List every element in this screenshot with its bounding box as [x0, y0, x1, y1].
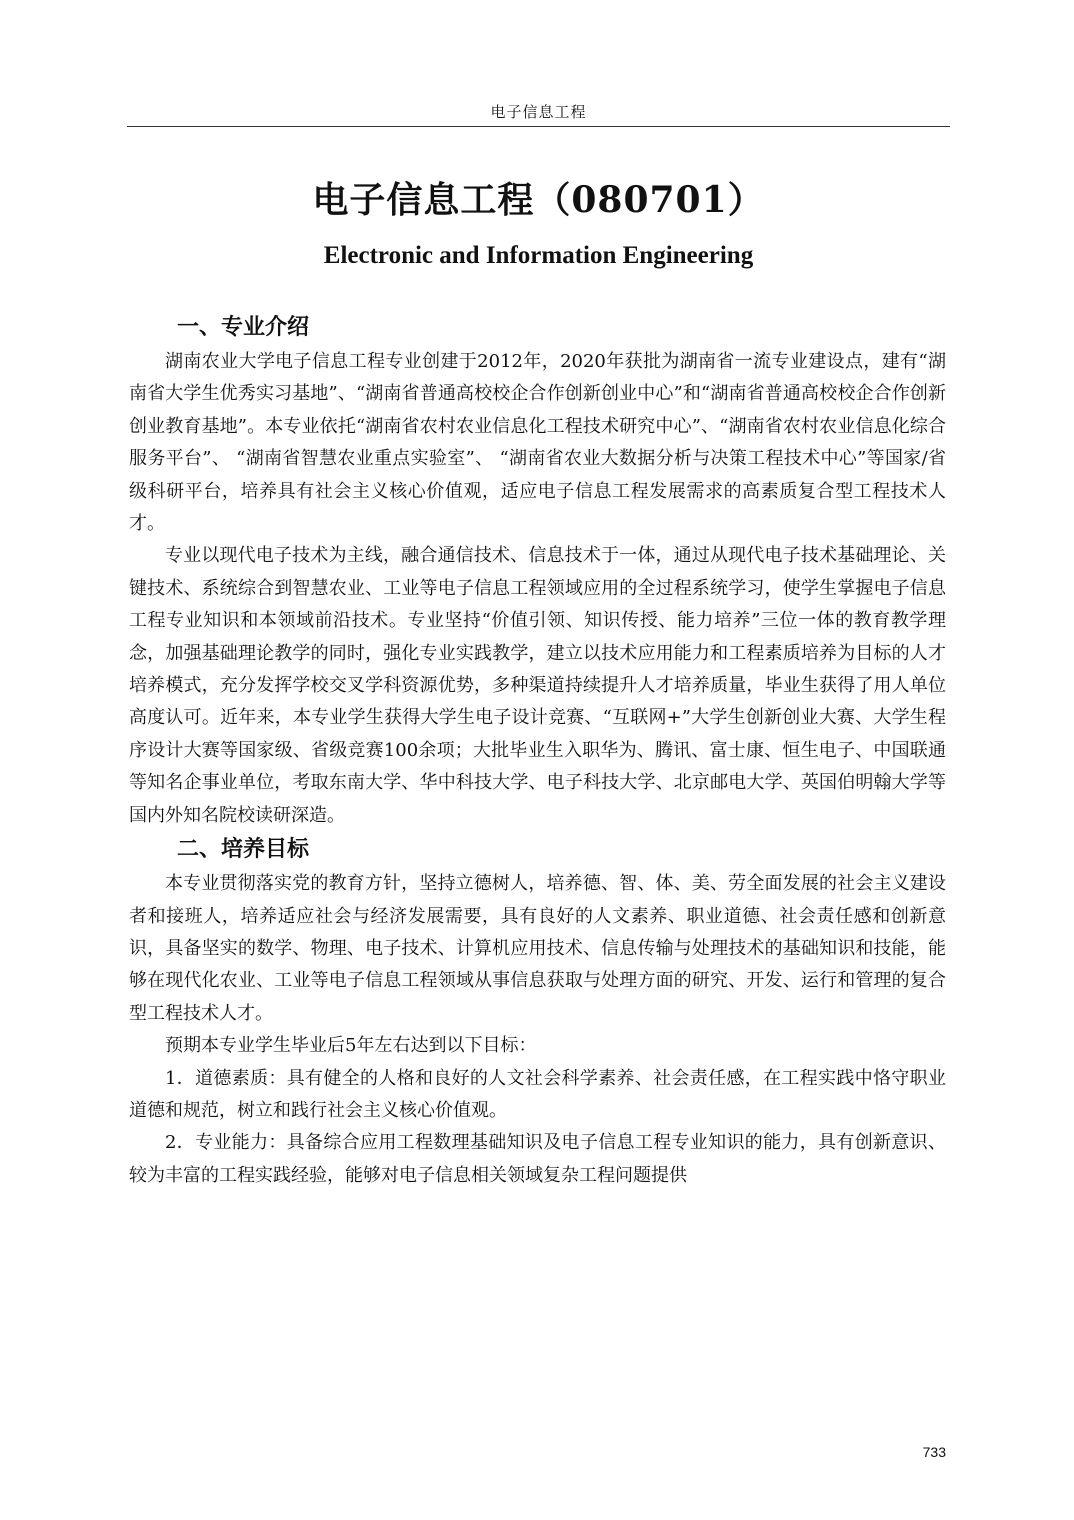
paragraph: 湖南农业大学电子信息工程专业创建于2012年，2020年获批为湖南省一流专业建设点，建有“湖南省大学生优秀实习基地”、“湖南省普通高校校企合作创新创业中心”和“湖南省普通高校校企合作创新创业教育基地”。本专业依托“湖南省农村农业信息化工程技术研究中心”、“湖南省农村农业信息化综合服务平台”、 “湖南省智慧农业重点实验室”、 “湖南省农业大数据分析与决策工程技术中心”等国家/省级科研平台，培养具有社会主义核心价值观，适应电子信息工程发展需求的高素质复合型工程技术人才。	[129, 351, 946, 535]
page-title: 电子信息工程（080701）	[312, 179, 765, 221]
running-header: 电子信息工程	[490, 103, 587, 121]
section-heading-introduction: 一、专业介绍	[177, 315, 310, 340]
paragraph: 本专业贯彻落实党的教育方针，坚持立德树人，培养德、智、体、美、劳全面发展的社会主义建设者和接班人，培养适应社会与经济发展需要，具有良好的人文素养、职业道德、社会责任感和创新意识，具备坚实的数学、物理、电子技术、计算机应用技术、信息传输与处理技术的基础知识和技能，能够在现代化农业、工业等电子信息工程领域从事信息获取与处理方面的研究、开发、运行和管理的复合型工程技术人才。	[129, 873, 946, 1024]
paragraph: 预期本专业学生毕业后5年左右达到以下目标：	[165, 1035, 537, 1057]
header-rule	[127, 126, 950, 127]
list-item-objective: 1．道德素质：具有健全的人格和良好的人文社会科学素养、社会责任感，在工程实践中恪守职业道德和规范，树立和践行社会主义核心价值观。	[129, 1067, 946, 1121]
document-body	[129, 310, 946, 1192]
page-number: 733	[922, 1444, 946, 1460]
page-subtitle-english: Electronic and Information Engineering	[323, 242, 754, 269]
list-item-objective: 2．专业能力：具备综合应用工程数理基础知识及电子信息工程专业知识的能力，具有创新意识、较为丰富的工程实践经验，能够对电子信息相关领域复杂工程问题提供	[129, 1132, 946, 1186]
section-heading-objectives: 二、培养目标	[177, 837, 310, 863]
paragraph: 专业以现代电子技术为主线，融合通信技术、信息技术于一体，通过从现代电子技术基础理论、关键技术、系统综合到智慧农业、工业等电子信息工程领域应用的全过程系统学习，使学生掌握电子信息工程专业知识和本领域前沿技术。专业坚持“价值引领、知识传授、能力培养”三位一体的教育教学理念，加强基础理论教学的同时，强化专业实践教学，建立以技术应用能力和工程素质培养为目标的人才培养模式，充分发挥学校交叉学科资源优势，多种渠道持续提升人才培养质量，毕业生获得了用人单位高度认可。近年来，本专业学生获得大学生电子设计竞赛、“互联网+”大学生创新创业大赛、大学生程序设计大赛等国家级、省级竞赛100余项；大批毕业生入职华为、腾讯、富士康、恒生电子、中国联通等知名企事业单位，考取东南大学、华中科技大学、电子科技大学、北京邮电大学、英国伯明翰大学等国内外知名院校读研深造。	[129, 545, 946, 826]
